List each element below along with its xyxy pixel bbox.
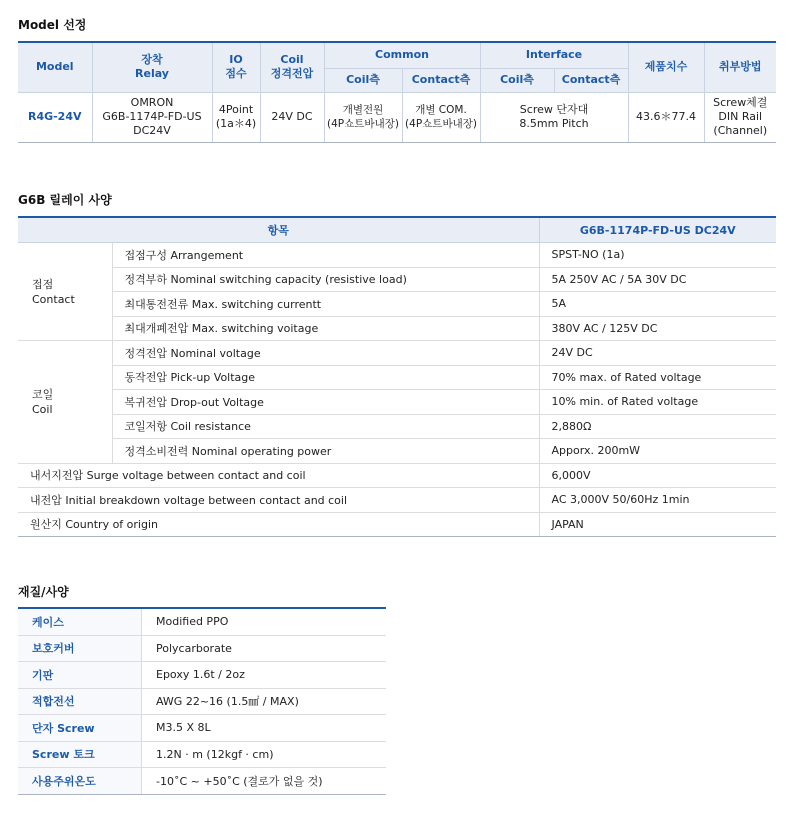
spec-item: 접점구성 Arrangement [112,243,539,268]
header-size: 제품치수 [628,42,704,92]
header-io: IO 점수 [212,42,260,92]
material-key: Screw 토크 [18,741,142,768]
spec-value: 2,880Ω [539,414,776,439]
header-model: Model [18,42,92,92]
spec-row [18,390,776,415]
spec-group-contact: 접점 Contact [18,243,112,341]
material-row [18,741,386,768]
material-value: Polycarborate [142,635,387,662]
relay-cell: OMRON G6B-1174P-FD-US DC24V [92,92,212,142]
header-common-coil: Coil측 [324,68,402,92]
spec-value: SPST-NO (1a) [539,243,776,268]
header-mount: 취부방법 [704,42,776,92]
spec-value: AC 3,000V 50/60Hz 1min [539,488,776,513]
material-value: M3.5 X 8L [142,715,387,742]
spec-item: 원산지 Country of origin [18,512,539,537]
material-key: 케이스 [18,608,142,635]
coil-voltage-cell: 24V DC [260,92,324,142]
material-row [18,715,386,742]
spec-item: 코일저항 Coil resistance [112,414,539,439]
spec-item: 내서지전압 Surge voltage between contact and coil [18,463,539,488]
spec-item: 최대개폐전압 Max. switching voitage [112,316,539,341]
spec-header-item: 항목 [18,217,539,243]
spec-value: 24V DC [539,341,776,366]
spec-row [18,512,776,537]
interface-cell: Screw 단자대 8.5mm Pitch [480,92,628,142]
header-relay: 장착 Relay [92,42,212,92]
spec-header-value: G6B-1174P-FD-US DC24V [539,217,776,243]
header-interface-coil: Coil측 [480,68,554,92]
header-coil: Coil 정격전압 [260,42,324,92]
spec-row [18,341,776,366]
spec-item: 정격전압 Nominal voltage [112,341,539,366]
mount-cell: Screw체결 DIN Rail (Channel) [704,92,776,142]
material-key: 기판 [18,662,142,689]
material-value: AWG 22~16 (1.5㎟ / MAX) [142,688,387,715]
header-interface-contact: Contact측 [554,68,628,92]
model-table [18,41,776,143]
spec-row [18,365,776,390]
spec-group-coil: 코일 Coil [18,341,112,464]
spec-table [18,216,776,537]
size-cell: 43.6＊77.4 [628,92,704,142]
material-row [18,662,386,689]
spec-value: 6,000V [539,463,776,488]
spec-row [18,267,776,292]
material-row [18,688,386,715]
model-row [18,92,776,142]
material-value: Epoxy 1.6t / 2oz [142,662,387,689]
spec-row [18,463,776,488]
spec-value: 5A 250V AC / 5A 30V DC [539,267,776,292]
spec-item: 복귀전압 Drop-out Voltage [112,390,539,415]
spec-row [18,292,776,317]
material-table [18,607,386,795]
spec-value: 70% max. of Rated voltage [539,365,776,390]
header-common-contact: Contact측 [402,68,480,92]
material-key: 적합전선 [18,688,142,715]
material-row [18,608,386,635]
material-value: 1.2N · m (12kgf · cm) [142,741,387,768]
model-section-title: Model 선정 [18,18,87,32]
material-key: 사용주위온도 [18,768,142,795]
material-row [18,768,386,795]
spec-item: 정격소비전력 Nominal operating power [112,439,539,464]
spec-row [18,439,776,464]
spec-item: 내전압 Initial breakdown voltage between contact and coil [18,488,539,513]
common-coil-cell: 개별전원 (4P쇼트바내장) [324,92,402,142]
spec-value: Apporx. 200mW [539,439,776,464]
spec-value: 380V AC / 125V DC [539,316,776,341]
spec-value: 10% min. of Rated voltage [539,390,776,415]
material-section-title: 재질/사양 [18,585,69,599]
material-key: 보호커버 [18,635,142,662]
model-name: R4G-24V [18,92,92,142]
io-cell: 4Point (1a＊4) [212,92,260,142]
material-key: 단자 Screw [18,715,142,742]
spec-row [18,488,776,513]
spec-item: 동작전압 Pick-up Voltage [112,365,539,390]
spec-value: JAPAN [539,512,776,537]
header-interface: Interface [480,42,628,68]
spec-row [18,243,776,268]
material-value: -10˚C ~ +50˚C (결로가 없을 것) [142,768,387,795]
spec-item: 최대통전전류 Max. switching currentt [112,292,539,317]
common-contact-cell: 개별 COM. (4P쇼트바내장) [402,92,480,142]
spec-item: 정격부하 Nominal switching capacity (resistive load) [112,267,539,292]
spec-value: 5A [539,292,776,317]
spec-row [18,414,776,439]
spec-row [18,316,776,341]
spec-section-title: G6B 릴레이 사양 [18,193,112,207]
header-common: Common [324,42,480,68]
material-value: Modified PPO [142,608,387,635]
material-row [18,635,386,662]
